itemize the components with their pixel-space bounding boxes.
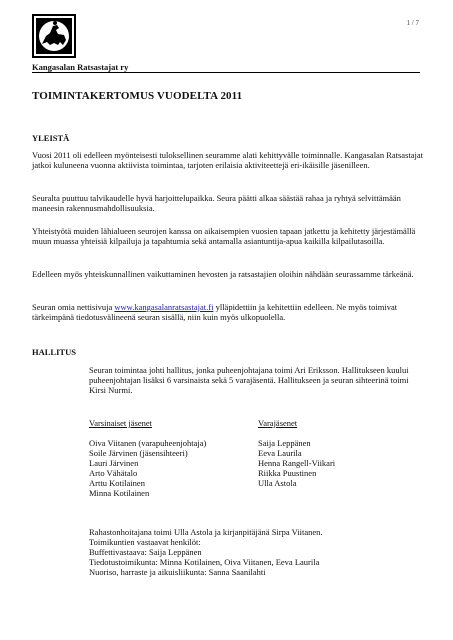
club-logo-icon xyxy=(32,14,76,58)
varajasenet-list xyxy=(258,418,335,488)
varajasenet-heading: Varajäsenet xyxy=(258,418,298,428)
list-item: Saija Leppänen xyxy=(258,438,311,448)
website-link[interactable]: www.kangasalanratsastajat.fi xyxy=(114,302,214,312)
list-item: Ulla Astola xyxy=(258,478,297,488)
header-divider xyxy=(32,72,420,73)
page-number: 1 / 7 xyxy=(406,19,419,27)
paragraph-text: ylläpidettiin ja kehitettiin edelleen. Ne myös toimivat tärkeimpänä tiedotusvälineenä seuran sisällä, niin kuin myös ulkopuolella. xyxy=(32,302,398,322)
yleista-paragraph-3: Yhteistyötä muiden lähialueen seurojen kanssa on aikaisempien vuosien tapaan jatkettu ja kehitetty järjestämällä muun muassa yhteisiä kilpailuja ja tapahtumia sekä antamalla asiantuntija-apua kaikilla kilpailutasoilla. xyxy=(32,226,416,246)
yleista-paragraph-1: Vuosi 2011 oli edelleen myönteisesti tuloksellinen seuramme alati kehittyvälle toiminnalle. Kangasalan Ratsastajat jatkoi kuluneena vuonna aktiivista toimintaa, tarjoten erilaisia aktiviteettejä eri-ikäisille jäsenilleen. xyxy=(32,150,424,170)
list-item: Riikka Puustinen xyxy=(258,468,317,478)
list-item: Minna Kotilainen xyxy=(89,488,150,498)
varsinaiset-heading: Varsinaiset jäsenet xyxy=(89,418,153,428)
list-item: Eeva Laurila xyxy=(258,448,302,458)
yleista-paragraph-5 xyxy=(32,302,424,322)
list-item: Arto Vähätalo xyxy=(89,468,138,478)
document-title: TOIMINTAKERTOMUS VUODELTA 2011 xyxy=(32,90,243,102)
list-item: Soile Järvinen (jäsensihteeri) xyxy=(89,448,188,458)
yleista-paragraph-2: Seuralta puuttuu talvikaudelle hyvä harjoittelupaikka. Seura päätti alkaa säästää rahaa ja ryhtyä selvittämään maneesin rakennusmahdollisuuksia. xyxy=(32,193,401,213)
footer-line: Tiedotustoimikunta: Minna Kotilainen, Oiva Viitanen, Eeva Laurila xyxy=(89,557,320,567)
list-item: Lauri Järvinen xyxy=(89,458,139,468)
hallitus-footer xyxy=(89,527,323,577)
hallitus-intro: Seuran toimintaa johti hallitus, jonka puheenjohtajana toimi Ari Eriksson. Hallitukseen kuului puheenjohtajan lisäksi 6 varsinaista sekä 5 varajäsentä. Hallitukseen ja seuran sihteerinä toimi Kirsi Nurmi. xyxy=(89,365,409,395)
varsinaiset-list xyxy=(89,418,206,498)
footer-line: Toimikuntien vastaavat henkilöt: xyxy=(89,537,201,547)
paragraph-text: Seuran omia nettisivuja xyxy=(32,302,115,312)
list-item: Henna Rangell-Viikari xyxy=(258,458,336,468)
footer-line: Buffettivastaava: Saija Leppänen xyxy=(89,547,202,557)
list-item: Arttu Kotilainen xyxy=(89,478,145,488)
section-heading-yleista: YLEISTÄ xyxy=(32,133,70,143)
footer-line: Rahastonhoitajana toimi Ulla Astola ja kirjanpitäjänä Sirpa Viitanen. xyxy=(89,527,323,537)
footer-line: Nuoriso, harraste ja aikuisliikunta: Sanna Saanilahti xyxy=(89,567,266,577)
yleista-paragraph-4: Edelleen myös yhteiskunnallinen vaikuttaminen hevosten ja ratsastajien oloihin nähdään seurassamme tärkeänä. xyxy=(32,269,414,279)
club-name: Kangasalan Ratsastajat ry xyxy=(32,62,129,72)
list-item: Oiva Viitanen (varapuheenjohtaja) xyxy=(89,438,207,448)
section-heading-hallitus: HALLITUS xyxy=(32,347,76,357)
